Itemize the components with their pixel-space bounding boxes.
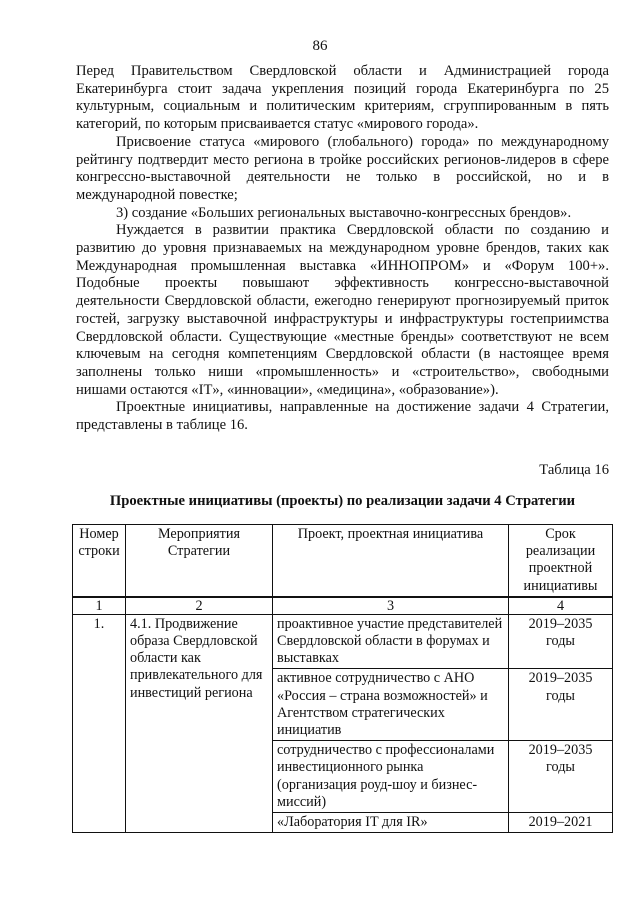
column-number: 1 <box>73 597 126 615</box>
column-number: 2 <box>126 597 273 615</box>
column-number: 3 <box>273 597 509 615</box>
paragraph: 3) создание «Больших региональных выставочно-конгрессных брендов». <box>116 204 572 221</box>
project-cell: «Лаборатория IT для IR» <box>273 813 509 833</box>
term-cell: 2019–2035 годы <box>509 669 613 741</box>
paragraph: Нуждается в развитии практика Свердловской области по созданию и развитию до уровня признаваемых на международном уровне брендов, таких как Международная промышленная выставка «ИННОПРОМ» и «Форум 100+». Подобные проекты повышают эффективность конгрессно-выставочной деятельности Свердловской области, ежегодно генерируют прогнозируемый приток гостей, загрузку выставочной инфраструктуры и инфраструктуры гостеприимства Свердловской области. Существующие «местные бренды» соответствуют не всем ключевым на сегодня компетенциям Свердловской области (в настоящее время заполнены только ниши «промышленность» и «строительство», свободными нишами остаются «IT», «инновации», «медицина», «образование»). <box>76 222 609 398</box>
project-cell: активное сотрудничество с АНО «Россия – страна возможностей» и Агентством стратегических инициатив <box>273 669 509 741</box>
term-cell: 2019–2035 годы <box>509 614 613 669</box>
table-title: Проектные инициативы (проекты) по реализации задачи 4 Стратегии <box>109 493 576 509</box>
column-number: 4 <box>509 597 613 615</box>
term-cell: 2019–2035 годы <box>509 741 613 813</box>
paragraph: Перед Правительством Свердловской области и Администрацией города Екатеринбурга стоит задача укрепления позиций города Екатеринбурга по 25 культурным, социальным и политическим критериям, сгруппированным в пять категорий, по которым присваивается статус «мирового города». <box>76 63 609 133</box>
project-cell: сотрудничество с профессионалами инвестиционного рынка (организация роуд-шоу и бизнес-миссий) <box>273 741 509 813</box>
table-label: Таблица 16 <box>539 462 609 478</box>
column-header-project: Проект, проектная инициатива <box>273 525 509 597</box>
column-header-measures: Мероприятия Стратегии <box>126 525 273 597</box>
project-cell: проактивное участие представителей Свердловской области в форумах и выставках <box>273 614 509 669</box>
table-header-row <box>73 525 613 597</box>
column-header-row-number: Номер строки <box>73 525 126 597</box>
paragraph: Проектные инициативы, направленные на достижение задачи 4 Стратегии, представлены в таблице 16. <box>76 399 609 434</box>
row-number-cell: 1. <box>73 614 126 832</box>
term-cell: 2019–2021 <box>509 813 613 833</box>
projects-table <box>72 524 613 833</box>
paragraph: Присвоение статуса «мирового (глобального) города» по международному рейтингу подтвердит место региона в тройке российских регионов-лидеров в сфере конгрессно-выставочной деятельности не только в российской, но и в международной повестке; <box>76 133 609 203</box>
column-header-term: Срок реализации проектной инициативы <box>509 525 613 597</box>
table-row <box>73 614 613 669</box>
measure-cell: 4.1. Продвижение образа Свердловской области как привлекательного для инвестиций региона <box>126 614 273 832</box>
column-numbers-row <box>73 597 613 615</box>
body-text <box>76 63 609 435</box>
page-number: 86 <box>312 38 328 54</box>
